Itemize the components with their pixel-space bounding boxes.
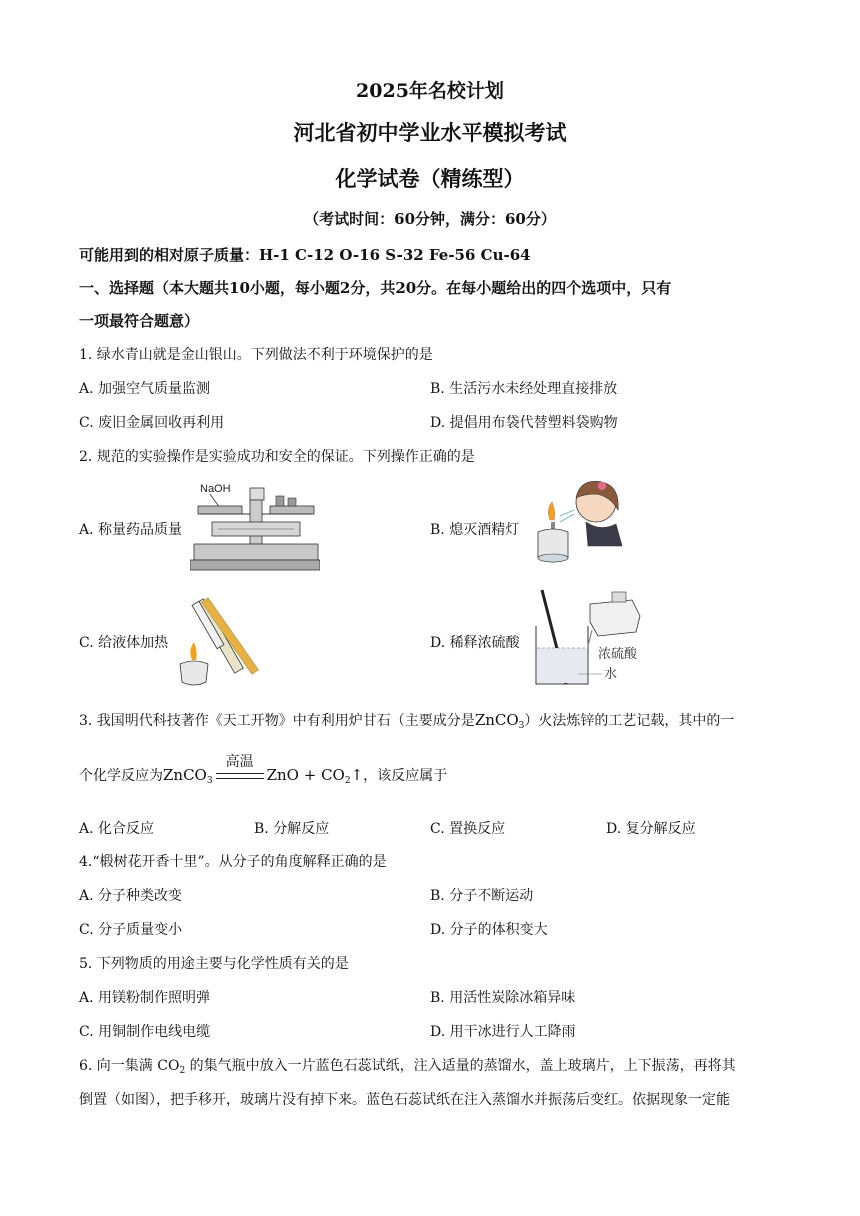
q4-option-c[interactable]: C. 分子质量变小 bbox=[79, 922, 183, 938]
q2-stem: 2. 规范的实验操作是实验成功和安全的保证。下列操作正确的是 bbox=[79, 449, 475, 465]
q3-option-d[interactable]: D. 复分解反应 bbox=[606, 821, 696, 837]
alcohol-lamp-blowing-figure bbox=[530, 476, 630, 576]
q2-option-c[interactable]: C. 给液体加热 bbox=[79, 635, 169, 651]
q3-option-c[interactable]: C. 置换反应 bbox=[430, 821, 506, 837]
naoh-label: NaOH bbox=[200, 483, 231, 495]
balance-figure bbox=[190, 478, 320, 574]
q5-option-b[interactable]: B. 用活性炭除冰箱异味 bbox=[430, 990, 576, 1006]
q2-option-b[interactable]: B. 熄灭酒精灯 bbox=[430, 522, 520, 538]
q1-option-b[interactable]: B. 生活污水未经处理直接排放 bbox=[430, 381, 618, 397]
q3-line2-part2: ，该反应属于 bbox=[363, 768, 448, 784]
q3-option-b[interactable]: B. 分解反应 bbox=[254, 821, 330, 837]
title-year-plan: 2025年名校计划 bbox=[356, 80, 504, 102]
q3-stem-line1 bbox=[79, 710, 734, 731]
products-formula: ZnO + $CO_2↑$ bbox=[266, 766, 364, 786]
q5-stem: 5. 下列物质的用途主要与化学性质有关的是 bbox=[79, 956, 349, 972]
title-subject: 化学试卷（精练型） bbox=[335, 166, 525, 191]
reaction-condition: 高温 bbox=[213, 768, 267, 784]
exam-info: （考试时间：60分钟，满分：60分） bbox=[304, 210, 556, 228]
water-label: 水 bbox=[604, 667, 618, 682]
q2-option-d[interactable]: D. 稀释浓硫酸 bbox=[430, 635, 520, 651]
q4-stem: 4.“椴树花开香十里”。从分子的角度解释正确的是 bbox=[79, 854, 387, 870]
section-heading-line2: 一项最符合题意） bbox=[79, 312, 200, 330]
q6-stem-line2: 倒置（如图），把手移开，玻璃片没有掉下来。蓝色石蕊试纸在注入蒸馏水并振荡后变红。依据现象一定能 bbox=[79, 1092, 730, 1108]
q1-option-d[interactable]: D. 提倡用布袋代替塑料袋购物 bbox=[430, 415, 618, 431]
heating-liquid-figure bbox=[176, 590, 266, 690]
q3-line2-part1: 个化学反应为 bbox=[79, 768, 163, 784]
q4-option-b[interactable]: B. 分子不断运动 bbox=[430, 888, 534, 904]
reactant-formula: ZnCO$_3$ bbox=[163, 766, 213, 786]
q5-option-d[interactable]: D. 用干冰进行人工降雨 bbox=[430, 1024, 576, 1040]
q4-option-a[interactable]: A. 分子种类改变 bbox=[79, 888, 183, 904]
section-heading-line1: 一、选择题（本大题共10小题，每小题2分，共20分。在每小题给出的四个选项中，只有 bbox=[79, 279, 672, 297]
q3-equation-line bbox=[79, 754, 448, 786]
q4-option-d[interactable]: D. 分子的体积变大 bbox=[430, 922, 548, 938]
zinc-carbonate-formula: ZnCO$_3$ bbox=[474, 711, 525, 731]
acid-label: 浓硫酸 bbox=[598, 647, 638, 662]
q2-option-a[interactable]: A. 称量药品质量 bbox=[79, 522, 183, 538]
diluting-acid-figure bbox=[532, 586, 652, 690]
q1-stem: 1. 绿水青山就是金山银山。下列做法不利于环境保护的是 bbox=[79, 347, 433, 363]
q3-option-a[interactable]: A. 化合反应 bbox=[79, 821, 155, 837]
q1-option-a[interactable]: A. 加强空气质量监测 bbox=[79, 381, 211, 397]
q6-stem-line1: 6. 向一集满 $CO_2$ 的集气瓶中放入一片蓝色石蕊试纸，注入适量的蒸馏水，盖上玻璃片，上下振荡，再将其 bbox=[79, 1058, 736, 1076]
q3-stem-part1: 3. 我国明代科技著作《天工开物》中有利用炉甘石（主要成分是 bbox=[79, 713, 475, 729]
title-exam-name: 河北省初中学业水平模拟考试 bbox=[293, 120, 567, 145]
q3-stem-part2: ）火法炼锌的工艺记载，其中的一 bbox=[524, 713, 735, 729]
q5-option-a[interactable]: A. 用镁粉制作照明弹 bbox=[79, 990, 211, 1006]
q5-option-c[interactable]: C. 用铜制作电线电缆 bbox=[79, 1024, 211, 1040]
atomic-masses: 可能用到的相对原子质量：H-1 C-12 O-16 S-32 Fe-56 Cu-64 bbox=[79, 246, 531, 264]
q1-option-c[interactable]: C. 废旧金属回收再利用 bbox=[79, 415, 225, 431]
